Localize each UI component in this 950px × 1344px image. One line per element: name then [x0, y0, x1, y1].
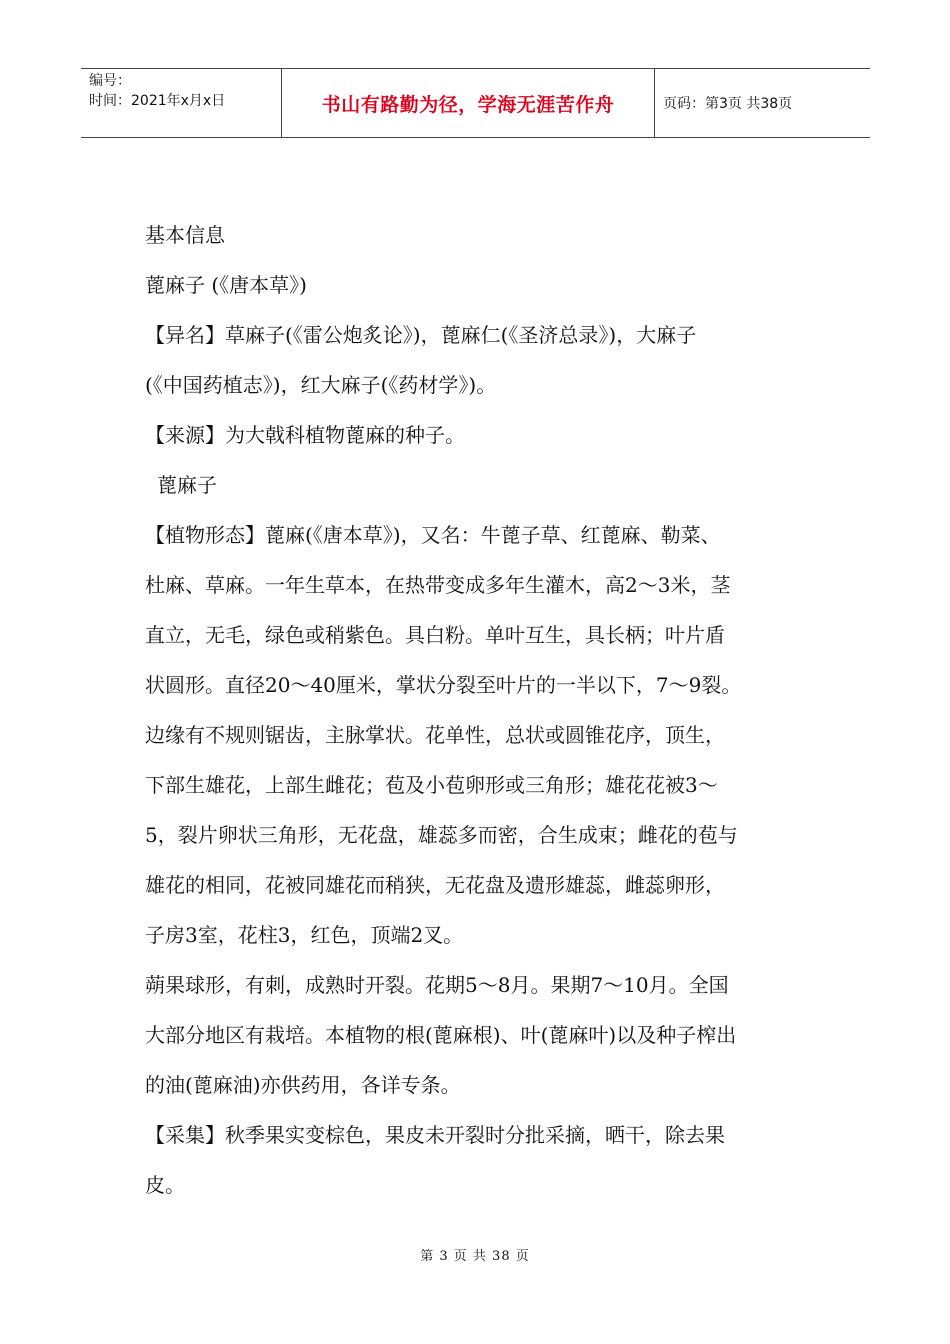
body-line: 蒴果球形，有刺，成熟时开裂。花期5～8月。果期7～10月。全国 [145, 973, 729, 997]
body-line: 状圆形。直径20～40厘米，掌状分裂至叶片的一半以下，7～9裂。 [145, 673, 742, 697]
body-line: (《中国药植志》)，红大麻子(《药材学》)。 [145, 373, 497, 397]
body-line: 杜麻、草麻。一年生草本，在热带变成多年生灌木，高2～3米，茎 [145, 573, 731, 597]
section-heading: 基本信息 [145, 223, 225, 247]
document-body [145, 210, 815, 1210]
header-table [81, 68, 870, 138]
body-line: 【植物形态】蓖麻(《唐本草》)，又名：牛蓖子草、红蓖麻、勒菜、 [145, 523, 721, 547]
body-line: 边缘有不规则锯齿，主脉掌状。花单性，总状或圆锥花序，顶生， [145, 723, 725, 747]
body-line: 下部生雄花，上部生雌花；苞及小苞卵形或三角形；雄花花被3～ [145, 773, 718, 797]
body-line: 【来源】为大戟科植物蓖麻的种子。 [145, 423, 465, 447]
body-line: 的油(蓖麻油)亦供药用，各详专条。 [145, 1073, 461, 1097]
body-line: 【采集】秋季果实变棕色，果皮未开裂时分批采摘，晒干，除去果 [145, 1123, 725, 1147]
body-line: 【异名】草麻子(《雷公炮炙论》)，蓖麻仁(《圣济总录》)，大麻子 [145, 323, 697, 347]
header-meta [81, 69, 282, 137]
body-line: 大部分地区有栽培。本植物的根(蓖麻根)、叶(蓖麻叶)以及种子榨出 [145, 1023, 737, 1047]
page-footer: 第 3 页 共 38 页 [420, 1249, 530, 1264]
entry-title: 蓖麻子 (《唐本草》) [145, 273, 307, 297]
header-page-info [655, 69, 870, 137]
body-line: 子房3室，花柱3，红色，顶端2叉。 [145, 923, 464, 947]
body-line: 皮。 [145, 1173, 185, 1197]
body-line: 直立，无毛，绿色或稍紫色。具白粉。单叶互生，具长柄；叶片盾 [145, 623, 725, 647]
header-date: 时间：2021年x月x日 [89, 93, 226, 109]
header-slogan [282, 69, 655, 137]
slogan-text: 书山有路勤为径，学海无涯苦作舟 [321, 93, 615, 116]
body-line: 5，裂片卵状三角形，无花盘，雄蕊多而密，合生成束；雌花的苞与 [145, 823, 738, 847]
page-info-text: 页码：第3页 共38页 [663, 96, 793, 112]
body-line: 雄花的相同，花被同雄花而稍狭，无花盘及遗形雄蕊，雌蕊卵形， [145, 873, 725, 897]
figure-caption: 蓖麻子 [157, 473, 217, 497]
header-id-label: 编号： [89, 73, 131, 89]
